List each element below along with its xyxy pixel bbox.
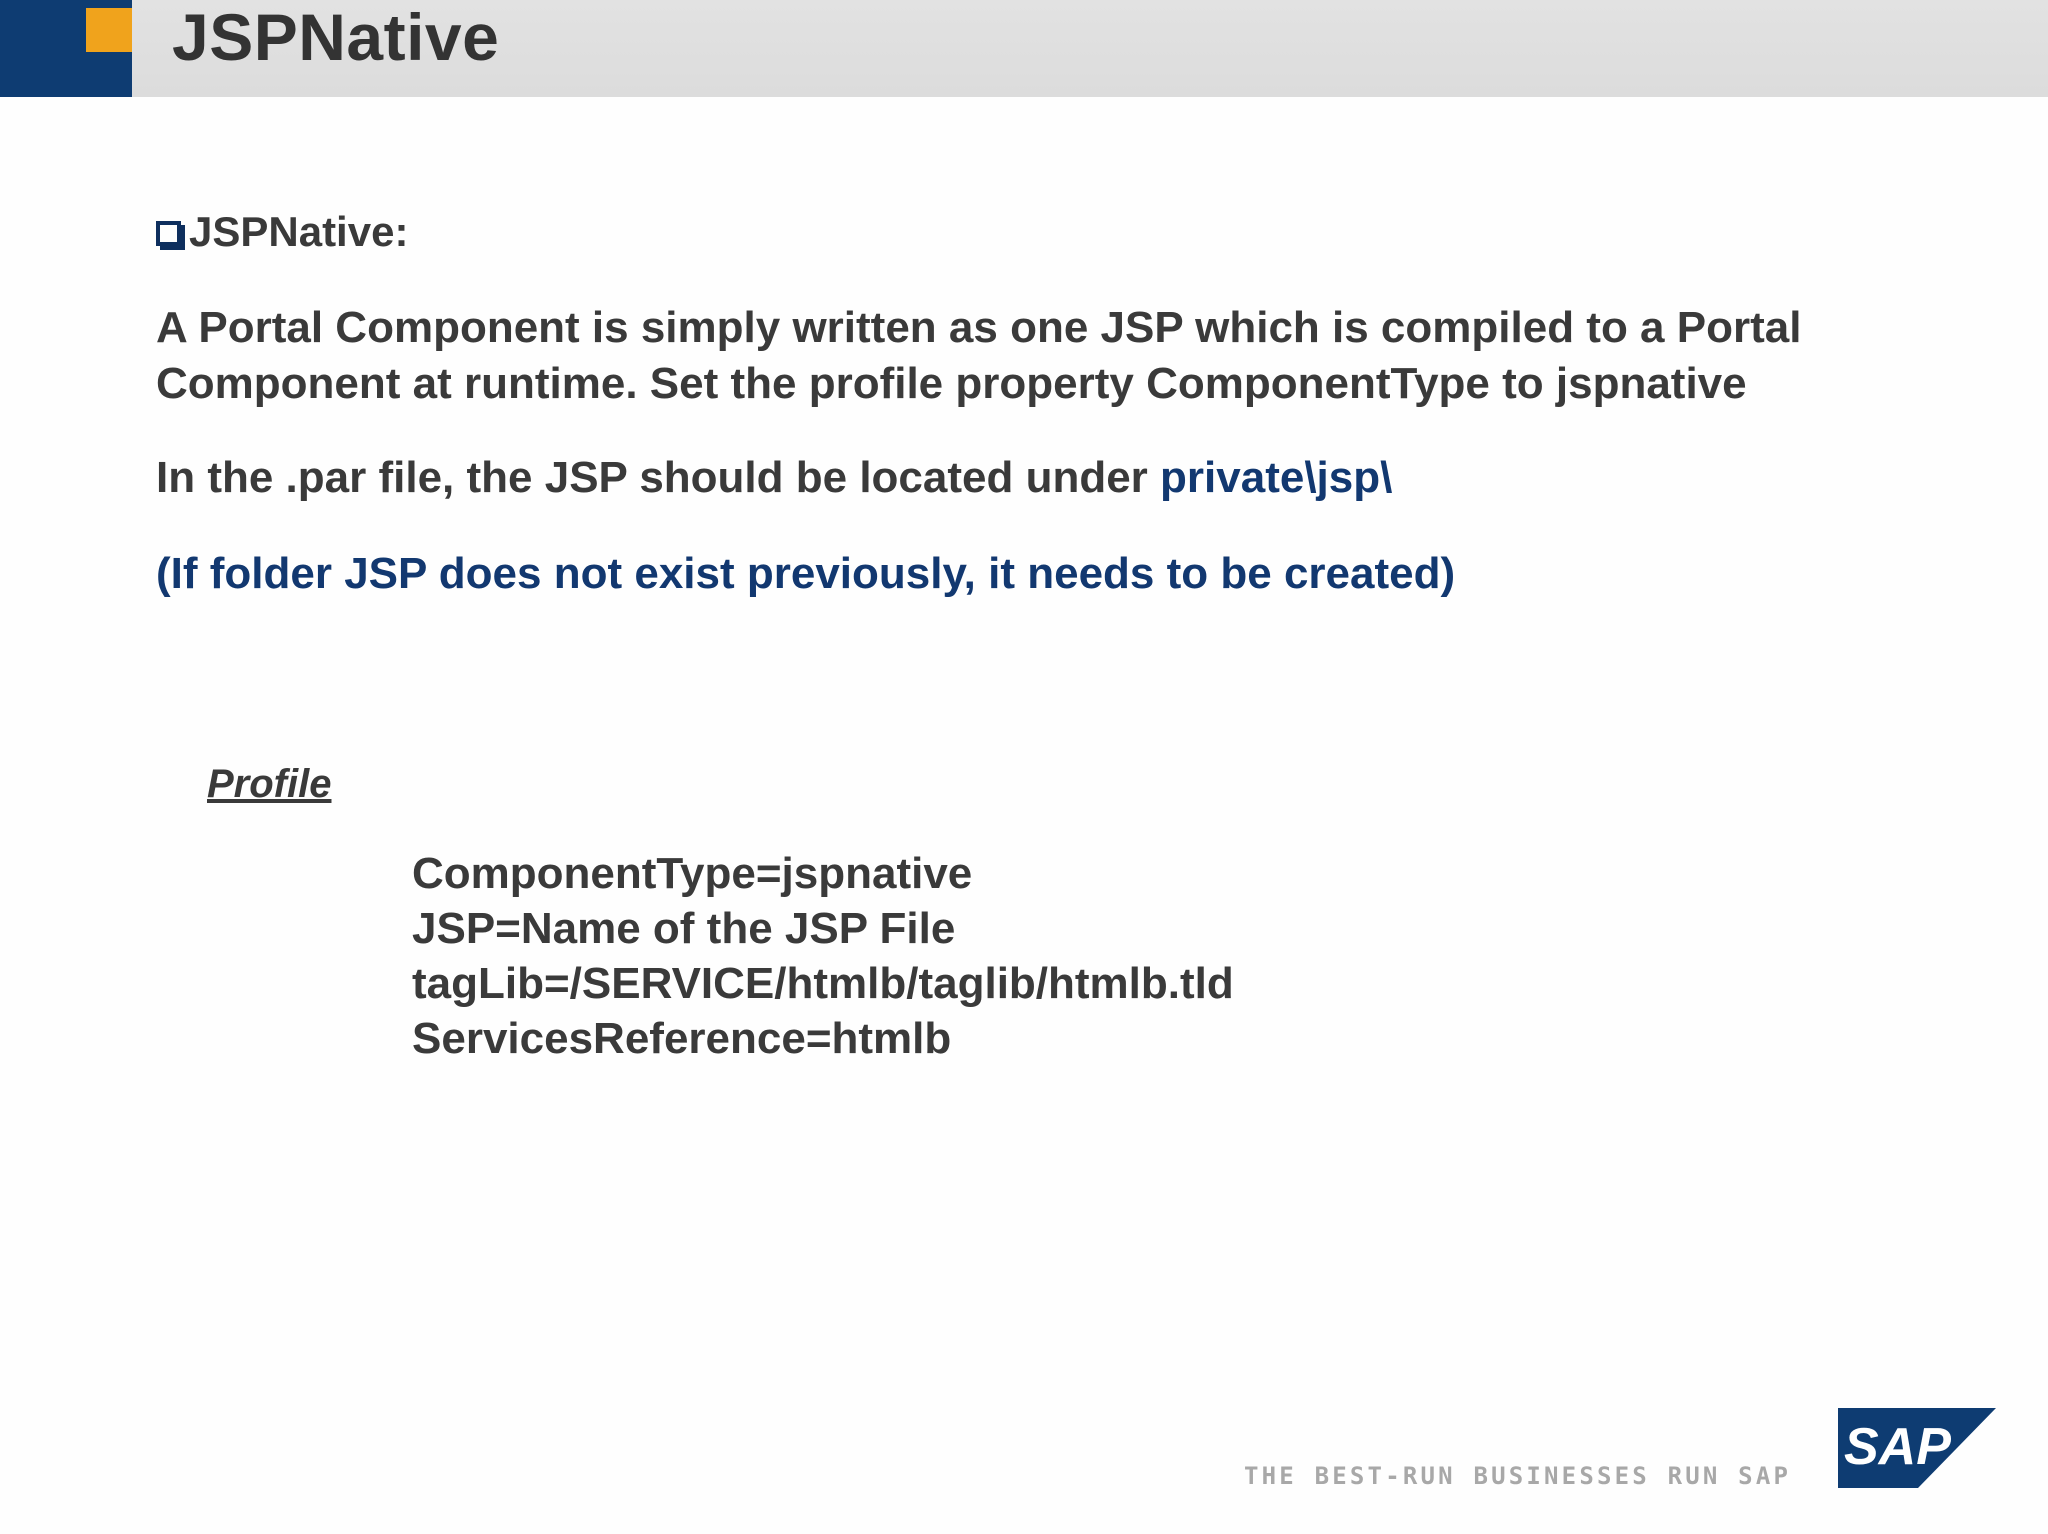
profile-properties (412, 846, 1234, 1066)
profile-line: JSP=Name of the JSP File (412, 904, 956, 953)
paragraph-note: (If folder JSP does not exist previously, it needs to be created) (156, 549, 1456, 598)
corner-orange-square (86, 8, 132, 52)
profile-line: ServicesReference=htmlb (412, 1014, 952, 1063)
paragraph-location (156, 450, 2016, 506)
location-text: In the .par file, the JSP should be located under (156, 453, 1161, 502)
profile-line: tagLib=/SERVICE/htmlb/taglib/htmlb.tld (412, 959, 1234, 1008)
paragraph-description: A Portal Component is simply written as one JSP which is compiled to a Portal Component at runtime. Set the profile property ComponentType to jspnative (156, 303, 1802, 408)
profile-line: ComponentType=jspnative (412, 849, 973, 898)
checkbox-bullet-icon (156, 221, 181, 246)
bullet-label: JSPNative: (189, 208, 409, 255)
bullet-heading (156, 204, 408, 260)
sap-logo-text: SAP (1844, 1418, 1951, 1476)
sap-logo (1838, 1408, 1996, 1488)
location-path: private\jsp\ (1160, 453, 1393, 502)
slide-title: JSPNative (172, 0, 500, 74)
profile-heading: Profile (207, 762, 332, 806)
footer-tagline: THE BEST-RUN BUSINESSES RUN SAP (1244, 1462, 1792, 1490)
